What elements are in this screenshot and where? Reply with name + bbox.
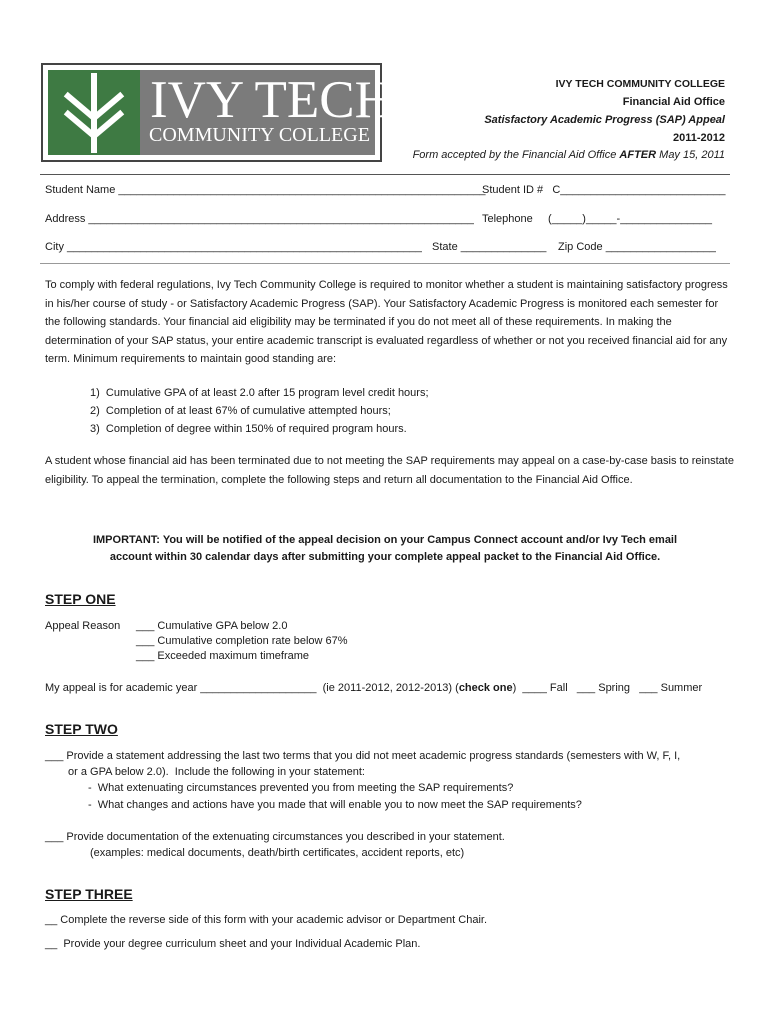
important-notice-line2: account within 30 calendar days after submitting your complete appeal packet to the Financial Aid Office. [109,551,661,563]
reason-timeframe-checkbox[interactable]: ___ Exceeded maximum timeframe [136,650,310,662]
zip-field[interactable]: Zip Code __________________ [558,241,716,253]
address-field[interactable]: Address _______________________________________________________________ [45,213,474,225]
statement-bullet-1: - What extenuating circumstances prevented you from meeting the SAP requirements? [88,782,514,794]
college-name: IVY TECH COMMUNITY COLLEGE [555,78,725,90]
city-field[interactable]: City __________________________________________________________ [45,241,422,253]
appeal-paragraph: A student whose financial aid has been terminated due to not meeting the SAP requirements may appeal on a case-by-case basis to reinstate eligibility. To appeal the termination, complete the following steps and return all documentation to the Financial Aid Office. [45,455,734,486]
step-one-heading: STEP ONE [45,591,116,607]
academic-year-line[interactable]: My appeal is for academic year ___________________ (ie 2011-2012, 2012-2013) (check one) ____ Fall ___ Spring ___ Summer [45,682,703,694]
reason-gpa-checkbox[interactable]: ___ Cumulative GPA below 2.0 [136,620,288,632]
statement-bullet-2: - What changes and actions have you made that will enable you to now meet the SAP requirements? [88,799,582,811]
logo-subtitle: COMMUNITY COLLEGE [149,124,370,146]
student-id-field[interactable]: Student ID # C___________________________ [482,184,726,196]
form-title: Satisfactory Academic Progress (SAP) Appeal [484,114,725,126]
fields-divider [40,263,730,264]
header-divider [40,174,730,175]
student-name-field[interactable]: Student Name ____________________________________________________________ [45,184,486,196]
requirement-2: 2) Completion of at least 67% of cumulative attempted hours; [90,405,391,417]
accepted-note: Form accepted by the Financial Aid Office AFTER May 15, 2011 [412,149,725,161]
step-three-heading: STEP THREE [45,886,133,902]
statement-item-cont: or a GPA below 2.0). Include the following in your statement: [68,766,365,778]
office-name: Financial Aid Office [622,96,725,108]
reason-completion-checkbox[interactable]: ___ Cumulative completion rate below 67% [136,635,348,647]
requirement-3: 3) Completion of degree within 150% of required program hours. [90,423,407,435]
step-three-item-2[interactable]: __ Provide your degree curriculum sheet and your Individual Academic Plan. [45,938,421,950]
logo-emblem [48,70,140,155]
ivy-leaf-icon [48,70,140,155]
academic-year: 2011-2012 [673,132,725,144]
state-field[interactable]: State ______________ [432,241,547,253]
intro-paragraph: To comply with federal regulations, Ivy Tech Community College is required to monitor whether a student is maintaining satisfactory progress in his/her course of study - or Satisfactory Academic Progress (SAP). Your Satisfactory Academic Progress is monitored each semester for the following standards. Your financial aid eligibility may be terminated if you do not meet all of these requirements. In making the determination of your SAP status, your entire academic transcript is evaluated regardless of whether or not you received financial aid for any term. Minimum requirements to maintain good standing are: [45,279,728,365]
documentation-examples: (examples: medical documents, death/birth certificates, accident reports, etc) [90,847,465,859]
documentation-item[interactable]: ___ Provide documentation of the extenuating circumstances you described in your statement. [45,831,505,843]
requirement-1: 1) Cumulative GPA of at least 2.0 after 15 program level credit hours; [90,387,429,399]
step-two-heading: STEP TWO [45,721,118,737]
statement-item[interactable]: ___ Provide a statement addressing the last two terms that you did not meet academic progress standards (semesters with W, F, I, [45,750,681,762]
appeal-reason-label: Appeal Reason [45,620,121,632]
step-three-item-1[interactable]: __ Complete the reverse side of this form with your academic advisor or Department Chair. [45,914,488,926]
important-notice-line1: IMPORTANT: You will be notified of the appeal decision on your Campus Connect account and/or Ivy Tech email [92,534,678,546]
logo-wordmark: IVY TECH [150,71,393,129]
telephone-field[interactable]: Telephone (_____)_____-_______________ [482,213,712,225]
